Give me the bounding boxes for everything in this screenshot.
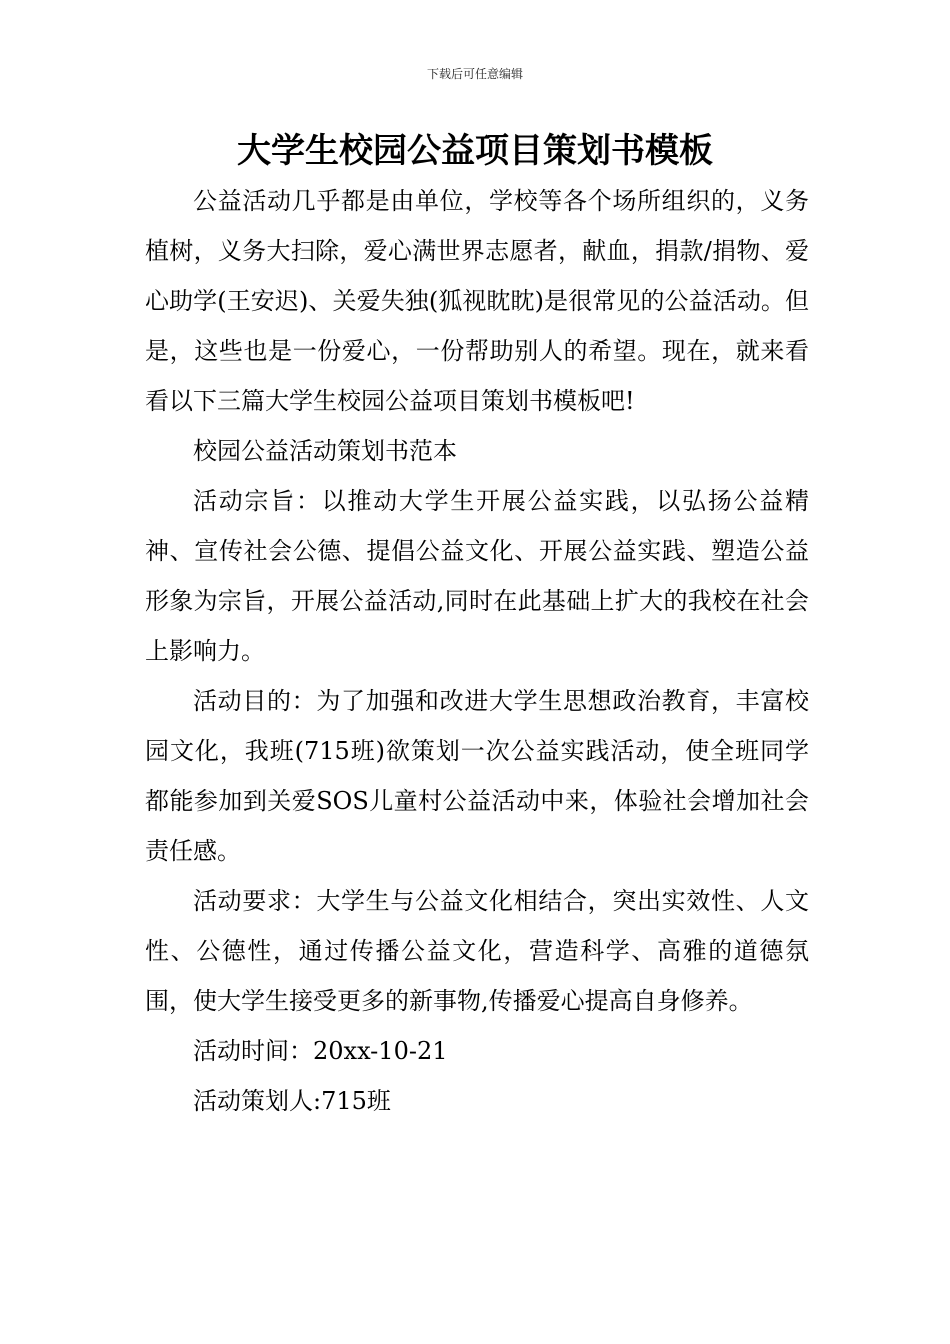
paragraph-planner: 活动策划人:715班	[193, 1087, 391, 1115]
paragraph-time: 活动时间：20xx-10-21	[193, 1037, 448, 1065]
document-title: 大学生校园公益项目策划书模板	[237, 131, 713, 171]
document-body	[145, 176, 809, 1126]
paragraph-intro: 公益活动几乎都是由单位，学校等各个场所组织的，义务植树，义务大扫除，爱心满世界志愿者，献血，捐款/捐物、爱心助学(王安迟)、关爱失独(狐视眈眈)是很常见的公益活动。但是，这些也是一份爱心，一份帮助别人的希望。现在，就来看看以下三篇大学生校园公益项目策划书模板吧!	[145, 187, 809, 415]
paragraph-section-heading: 校园公益活动策划书范本	[193, 437, 457, 465]
paragraph-purpose: 活动宗旨：以推动大学生开展公益实践，以弘扬公益精神、宣传社会公德、提倡公益文化、开展公益实践、塑造公益形象为宗旨，开展公益活动,同时在此基础上扩大的我校在社会上影响力。	[145, 487, 809, 665]
header-note: 下载后可任意编辑	[426, 67, 523, 81]
paragraph-goal: 活动目的：为了加强和改进大学生思想政治教育，丰富校园文化，我班(715班)欲策划一次公益实践活动，使全班同学都能参加到关爱SOS儿童村公益活动中来，体验社会增加社会责任感。	[145, 687, 809, 865]
paragraph-requirements: 活动要求：大学生与公益文化相结合，突出实效性、人文性、公德性，通过传播公益文化，营造科学、高雅的道德氛围，使大学生接受更多的新事物,传播爱心提高自身修养。	[145, 887, 809, 1015]
